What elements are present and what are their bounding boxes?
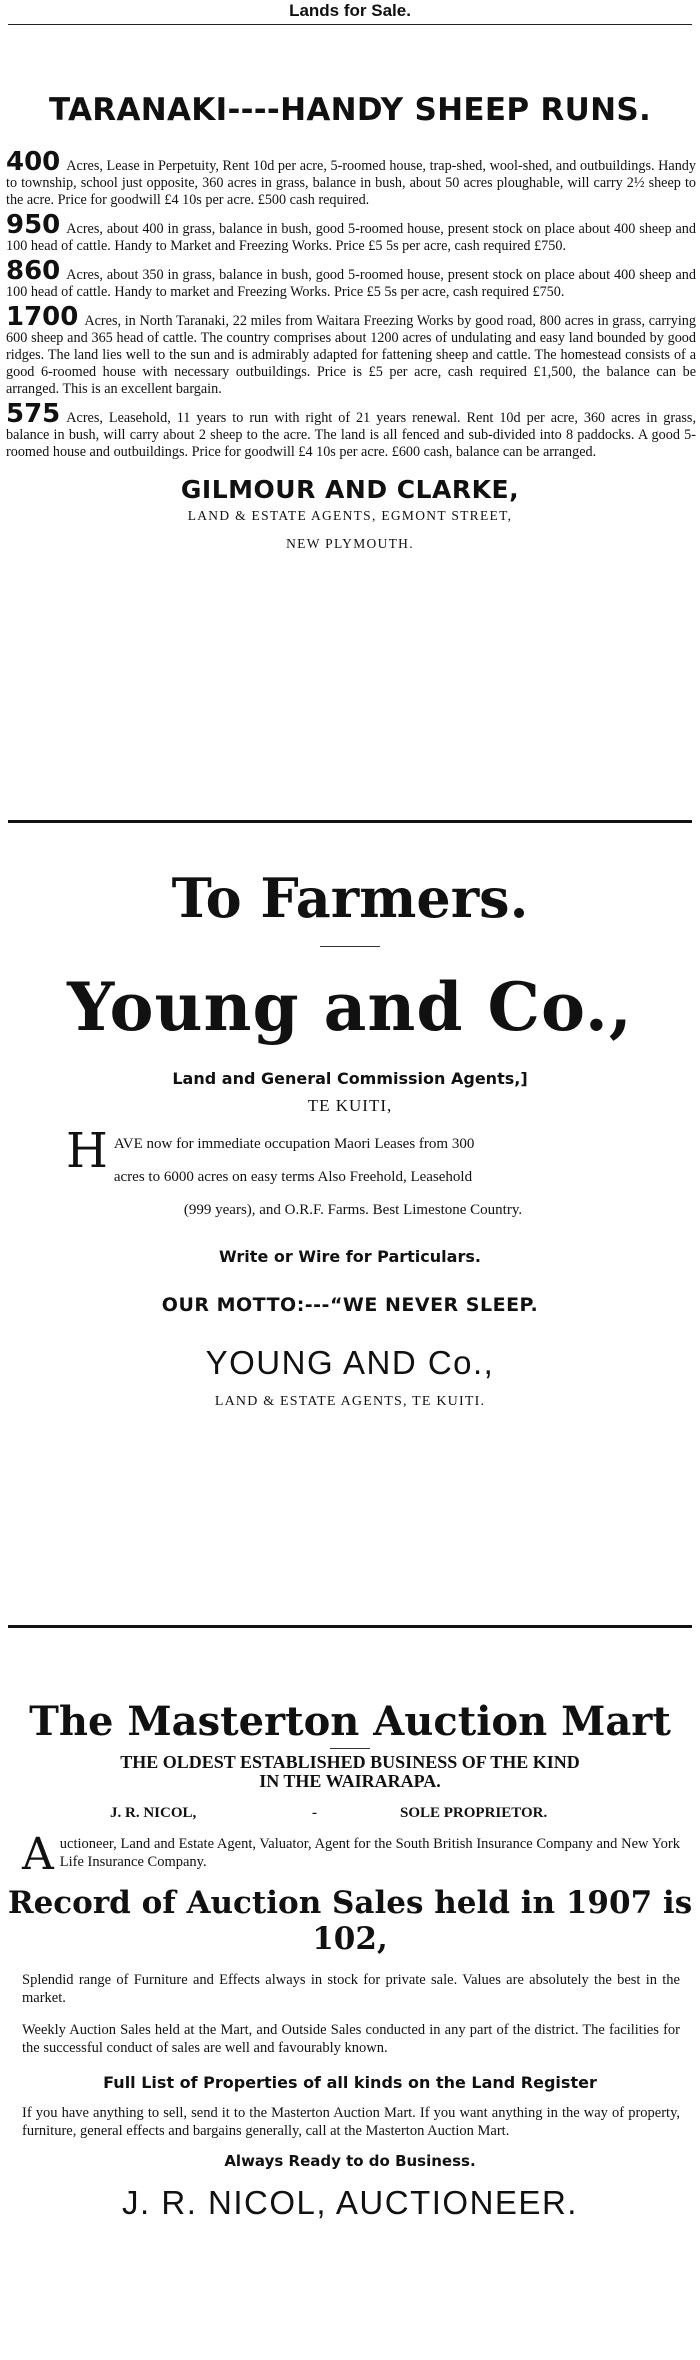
page-title: Lands for Sale. xyxy=(289,1,411,20)
company-location: TE KUITI, xyxy=(307,1096,393,1115)
listing-950 xyxy=(6,210,696,255)
listing-size: 860 xyxy=(6,256,61,286)
agent-town: NEW PLYMOUTH. xyxy=(286,536,414,551)
listing-text: Acres, Lease in Perpetuity, Rent 10d per acre, 5-roomed house, trap-shed, wool-shed, and outbuildings. Handy to township, school just opposite, 360 acres in grass, balance in bush, about 50 acres ploughable, will carry 2½ sheep to the acre. Price for goodwill £4 10s per acre. £500 cash required. xyxy=(6,158,696,208)
body-line: acres to 6000 acres on easy terms Also Freehold, Leasehold xyxy=(113,1169,473,1185)
listing-text: Acres, about 400 in grass, balance in bush, good 5-roomed house, present stock on place about 400 sheep and 100 head of cattle. Handy to Market and Freezing Works. Price £5 5s per acre, cash required £750. xyxy=(6,221,696,254)
listing-400 xyxy=(6,147,696,209)
listing-size: 1700 xyxy=(6,302,79,332)
body-line: (999 years), and O.R.F. Farms. Best Limestone Country. xyxy=(183,1202,523,1218)
proprietor-dash: - xyxy=(312,1805,317,1821)
intro-paragraph xyxy=(22,1829,680,1880)
record-line: Record of Auction Sales held in 1907 is xyxy=(7,1885,693,1921)
masterton-advert xyxy=(0,1700,700,2222)
record-heading xyxy=(0,1885,700,1957)
sell-paragraph: If you have anything to sell, send it to the Masterton Auction Mart. If you want anything in the way of property, furniture, general effects and bargains generally, call at the Masterton Auction Mart. xyxy=(22,2105,680,2139)
listing-1700 xyxy=(6,302,696,398)
short-rule xyxy=(320,946,380,947)
young-address: LAND & ESTATE AGENTS, TE KUITI. xyxy=(214,1394,486,1409)
dropcap-a: A xyxy=(22,1829,54,1880)
company-name: Young and Co., xyxy=(67,968,633,1046)
furniture-paragraph: Splendid range of Furniture and Effects always in stock for private sale. Values are absolutely the best in the market. xyxy=(22,1972,680,2006)
masterton-subtitle xyxy=(0,1753,700,1791)
motto: OUR MOTTO:---“WE NEVER SLEEP. xyxy=(161,1294,539,1316)
body-line: AVE now for immediate occupation Maori Leases from 300 xyxy=(113,1136,475,1152)
to-farmers-heading: To Farmers. xyxy=(171,866,529,930)
header-rule xyxy=(8,24,692,25)
young-and-co-advert xyxy=(0,868,700,1410)
taranaki-advert xyxy=(0,92,700,552)
sales-paragraph: Weekly Auction Sales held at the Mart, and Outside Sales conducted in any part of the district. The facilities for the successful conduct of sales are well and favourably known. xyxy=(22,2022,680,2056)
proprietor-name: J. R. NICOL, xyxy=(110,1805,197,1821)
short-rule xyxy=(330,1748,370,1749)
agent-name: GILMOUR AND CLARKE, xyxy=(180,475,520,504)
listing-size: 950 xyxy=(6,210,61,240)
land-register-heading: Full List of Properties of all kinds on the Land Register xyxy=(103,2073,597,2092)
subtitle-line: THE OLDEST ESTABLISHED BUSINESS OF THE KIND xyxy=(120,1752,580,1772)
subtitle-line: IN THE WAIRARAPA. xyxy=(259,1771,441,1791)
taranaki-title: TARANAKI----HANDY SHEEP RUNS. xyxy=(48,92,652,128)
listing-text: Acres, about 350 in grass, balance in bush, good 5-roomed house, present stock on place about 400 sheep and 100 head of cattle. Handy to market and Freezing Works. Price £5 5s per acre, cash required £750. xyxy=(6,267,696,300)
listing-text: Acres, in North Taranaki, 22 miles from Waitara Freezing Works by good road, 800 acres in grass, carrying 600 sheep and 365 head of cattle. The country comprises about 1200 acres of undulating and easy land bounded by good ridges. The land lies well to the sun and is admirably adapted for fattening sheep and cattle. The homestead consists of a good 6-roomed house with necessary outbuildings. Price is £5 per acre, cash required £1,500, the balance can be arranged. This is an excellent bargain. xyxy=(6,313,696,397)
intro-text: uctioneer, Land and Estate Agent, Valuator, Agent for the South British Insurance Company and New York Life Insurance Company. xyxy=(59,1836,680,1870)
page-header xyxy=(0,0,700,28)
write-or-wire: Write or Wire for Particulars. xyxy=(219,1247,481,1266)
company-subtitle: Land and General Commission Agents,] xyxy=(172,1069,528,1088)
listing-size: 575 xyxy=(6,399,61,429)
masterton-title: The Masterton Auction Mart xyxy=(29,1698,671,1745)
proprietor-line xyxy=(0,1805,700,1827)
listing-860 xyxy=(6,256,696,301)
listing-size: 400 xyxy=(6,147,61,177)
proprietor-role: SOLE PROPRIETOR. xyxy=(400,1805,548,1821)
nicol-signature: J. R. NICOL, AUCTIONEER. xyxy=(122,2184,578,2221)
always-ready: Always Ready to do Business. xyxy=(224,2152,476,2170)
record-line: 102, xyxy=(312,1921,388,1957)
agent-address: LAND & ESTATE AGENTS, EGMONT STREET, xyxy=(187,508,513,523)
young-signature: YOUNG AND Co., xyxy=(205,1344,495,1381)
young-body xyxy=(66,1123,640,1227)
dropcap-h: H xyxy=(66,1123,108,1179)
section-divider xyxy=(8,1625,692,1628)
listing-text: Acres, Leasehold, 11 years to run with right of 21 years renewal. Rent 10d per acre, 360 acres in grass, balance in bush, will carry about 2 sheep to the acre. The land is all fenced and sub-divided into 8 paddocks. A good 5-roomed house and outbuildings. Price for goodwill £4 10s per acre. £600 cash, balance can be arranged. xyxy=(6,410,696,460)
listing-575 xyxy=(6,399,696,461)
section-divider xyxy=(8,820,692,823)
